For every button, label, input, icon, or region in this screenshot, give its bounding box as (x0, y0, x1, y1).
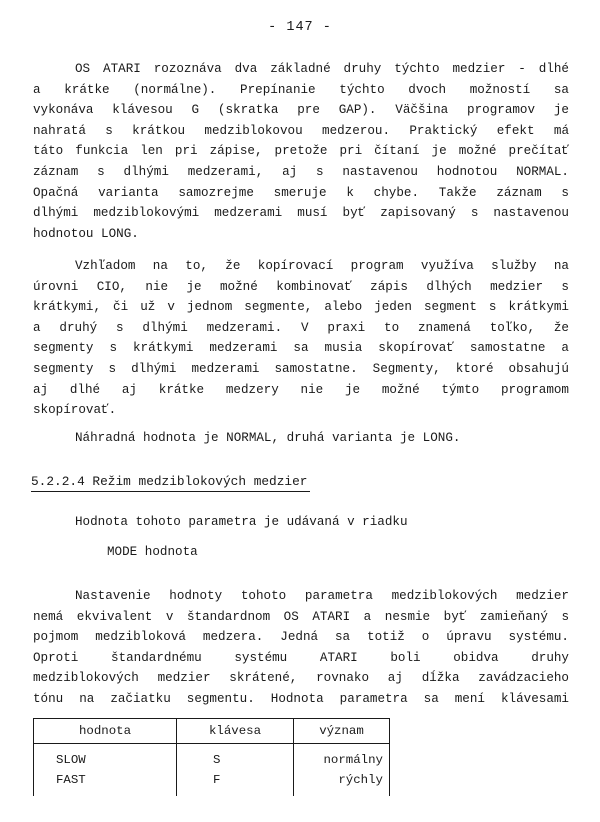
text-line: dlhými medziblokovými medzerami musí byť zapisovaný s nastavenou (33, 206, 569, 221)
table-cell-meaning: normálny (294, 744, 390, 771)
text-line: záznam s dlhými medzerami, aj s nastavenou hodnotou NORMAL. (33, 164, 569, 179)
text-line: a druhý s dlhými medzerami. V praxi to znamená toľko, že (33, 320, 569, 335)
table-row (34, 744, 390, 771)
paragraph-gap-mode (33, 586, 569, 710)
text-line: pojmom medzibloková medzera. Jedná sa totiž o úpravu systému. (33, 630, 569, 645)
column-header-value: hodnota (34, 719, 177, 744)
table-row (34, 770, 390, 796)
paragraph-gap-types (33, 59, 569, 244)
table-cell-key: F (177, 770, 294, 796)
text-line: nahratá s krátkou medziblokovou medzerou. Praktický efekt má (33, 123, 569, 138)
default-value-note: Náhradná hodnota je NORMAL, druhá varianta je LONG. (75, 431, 461, 445)
column-header-meaning: význam (294, 719, 390, 744)
gap-mode-table (33, 718, 390, 796)
text-line: segmenty s dlhými medzerami samostatne. Segmenty, ktoré obsahujú (33, 361, 569, 376)
text-line: segmenty s krátkymi medzerami sa musia skopírovať samostatne a (33, 341, 569, 356)
text-line: Oproti štandardnému systému ATARI boli obidva druhy (33, 650, 569, 665)
mode-syntax-line: MODE hodnota (107, 545, 198, 559)
text-line: Opačná varianta samozrejme smeruje k chybe. Takže záznam s (33, 185, 569, 200)
text-line: krátkymi, či už v jednom segmente, alebo jeden segment s krátkymi (33, 300, 569, 315)
section-heading: 5.2.2.4 Režim medziblokových medzier (31, 474, 310, 492)
table-cell-value: FAST (34, 770, 177, 796)
paragraph-cio-limits (33, 256, 569, 421)
text-line: medziblokových medzier skrátené, rovnako aj dĺžka zavádzacieho (33, 671, 569, 686)
text-line: OS ATARI rozoznáva dva základné druhy týchto medzier - dlhé (75, 62, 569, 76)
parameter-intro: Hodnota tohoto parametra je udávaná v riadku (75, 515, 408, 529)
text-line: hodnotou LONG. (33, 226, 139, 241)
text-line: vykonáva klávesou G (skratka pre GAP). Väčšina programov je (33, 103, 569, 118)
text-line: úrovni CIO, nie je možné kombinovať zápis dlhých medzier s (33, 279, 569, 294)
table-cell-key: S (177, 744, 294, 771)
text-line: táto funkcia len pri zápise, pretože pri čítaní je možné prečítať (33, 144, 569, 159)
text-line: aj dlhé aj krátke medzery nie je možné týmto programom (33, 382, 569, 397)
text-line: nemá ekvivalent v štandardnom OS ATARI a nesmie byť zamieňaný s (33, 609, 569, 624)
text-line: Nastavenie hodnoty tohoto parametra medziblokových medzier (75, 589, 569, 603)
table-header-row (34, 719, 390, 744)
page-number: - 147 - (268, 20, 332, 35)
table-cell-value: SLOW (34, 744, 177, 771)
table-cell-meaning: rýchly (294, 770, 390, 796)
column-header-key: klávesa (177, 719, 294, 744)
text-line: Vzhľadom na to, že kopírovací program využíva služby na (75, 259, 569, 273)
text-line: skopírovať. (33, 403, 117, 418)
text-line: tónu na začiatku segmentu. Hodnota parametra sa mení klávesami (33, 691, 569, 706)
text-line: a krátke (normálne). Prepínanie týchto dvoch možností sa (33, 82, 569, 97)
